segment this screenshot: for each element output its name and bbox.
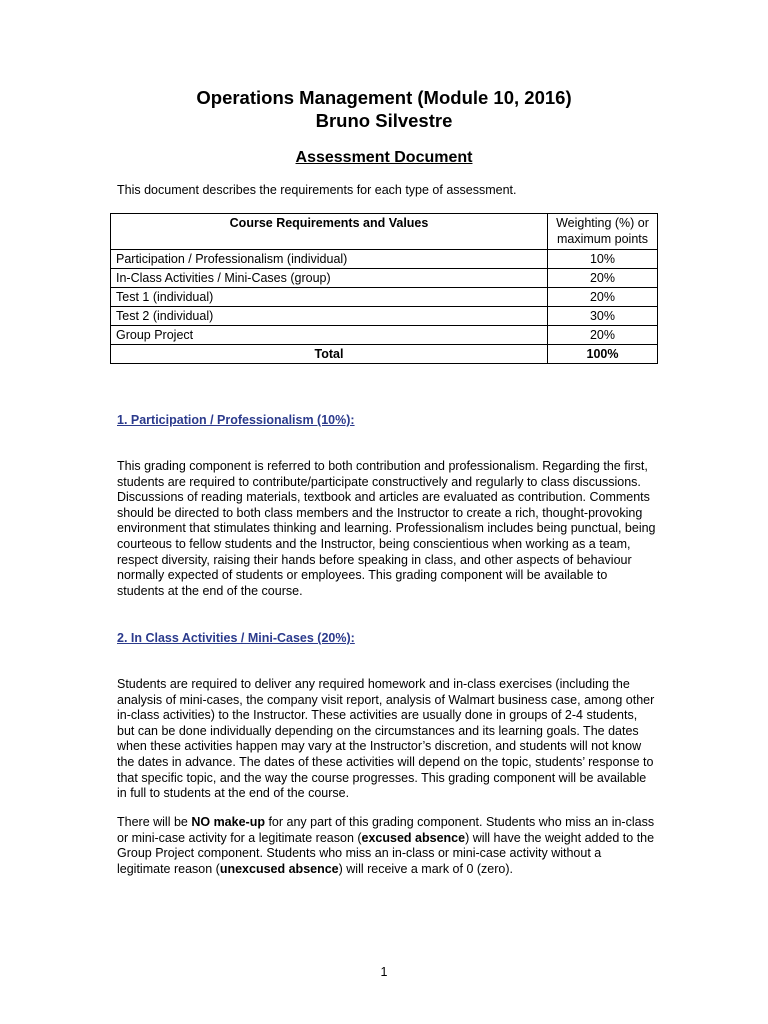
makeup-emphasis-unexcused: unexcused absence xyxy=(219,861,339,876)
page-number: 1 xyxy=(380,965,388,979)
intro-text: This document describes the requirements for each type of assessment. xyxy=(117,183,517,197)
makeup-text-3: ) will have the weight added to the Group Project component. Students who miss an in-class or mini-case activity without a legitimate reason ( xyxy=(117,830,655,876)
row-value: 10% xyxy=(548,250,658,269)
table-total-row xyxy=(111,345,658,364)
author-name: Bruno Silvestre xyxy=(315,110,453,131)
row-value: 30% xyxy=(548,307,658,326)
section-heading-participation: 1. Participation / Professionalism (10%): xyxy=(117,413,355,427)
table-row xyxy=(111,307,658,326)
section-heading-in-class-activities: 2. In Class Activities / Mini-Cases (20%): xyxy=(117,631,355,645)
row-label: Test 1 (individual) xyxy=(111,288,548,307)
row-label: Group Project xyxy=(111,326,548,345)
makeup-text-4: ) will receive a mark of 0 (zero). xyxy=(338,861,513,876)
row-value: 20% xyxy=(548,288,658,307)
table-header-requirements: Course Requirements and Values xyxy=(111,214,548,250)
row-label: Test 2 (individual) xyxy=(111,307,548,326)
row-label: Participation / Professionalism (individual) xyxy=(111,250,548,269)
row-value: 20% xyxy=(548,326,658,345)
table-row xyxy=(111,250,658,269)
table-row xyxy=(111,326,658,345)
row-value: 20% xyxy=(548,269,658,288)
section-body-participation: This grading component is referred to both contribution and professionalism. Regarding the first, students are required to contribute/participate constructively and regularly to class discussions. Discussions of reading materials, textbook and articles are evaluated as contribution. Comments should be directed to both class members and the Instructor to create a rich, thought-provoking environment that stimulates thinking and learning. Professionalism includes being punctual, being courteous to fellow students and the Instructor, being conscientious when working as a team, respect diversity, raising their hands before speaking in class, and other aspects of behaviour normally expected of students or employees. This grading component will be available to students at the end of the course. xyxy=(117,459,656,598)
requirements-table xyxy=(110,213,658,364)
table-row xyxy=(111,269,658,288)
makeup-text-1: There will be xyxy=(117,815,192,829)
document-subtitle: Assessment Document xyxy=(295,149,473,166)
row-label: In-Class Activities / Mini-Cases (group) xyxy=(111,269,548,288)
table-row xyxy=(111,288,658,307)
section-body-in-class-activities: Students are required to deliver any required homework and in-class exercises (including the analysis of mini-cases, the company visit report, analysis of Walmart business case, among other in-class activities) to the Instructor. These activities are usually done in groups of 2-4 students, but can be done individually depending on the circumstances and its learning goals. The dates when these activities happen may vary at the Instructor’s discretion, and students will not know the dates in advance. The dates of these activities will depend on the topic, students’ response to that specific topic, and the way the course progresses. This grading component will be available in full to students at the end of the course. xyxy=(117,677,655,801)
makeup-emphasis-excused: excused absence xyxy=(361,830,466,845)
makeup-emphasis-no-makeup: NO make-up xyxy=(191,815,265,829)
table-header-weighting: Weighting (%) or maximum points xyxy=(548,214,658,250)
total-label: Total xyxy=(111,345,548,364)
total-value: 100% xyxy=(548,345,658,364)
table-header-row xyxy=(111,214,658,250)
makeup-text-2: for any part of this grading component. Students who miss an in-class or mini-case activity for a legitimate reason ( xyxy=(117,815,655,845)
document-title: Operations Management (Module 10, 2016) xyxy=(196,87,572,108)
makeup-policy-paragraph xyxy=(117,815,657,877)
